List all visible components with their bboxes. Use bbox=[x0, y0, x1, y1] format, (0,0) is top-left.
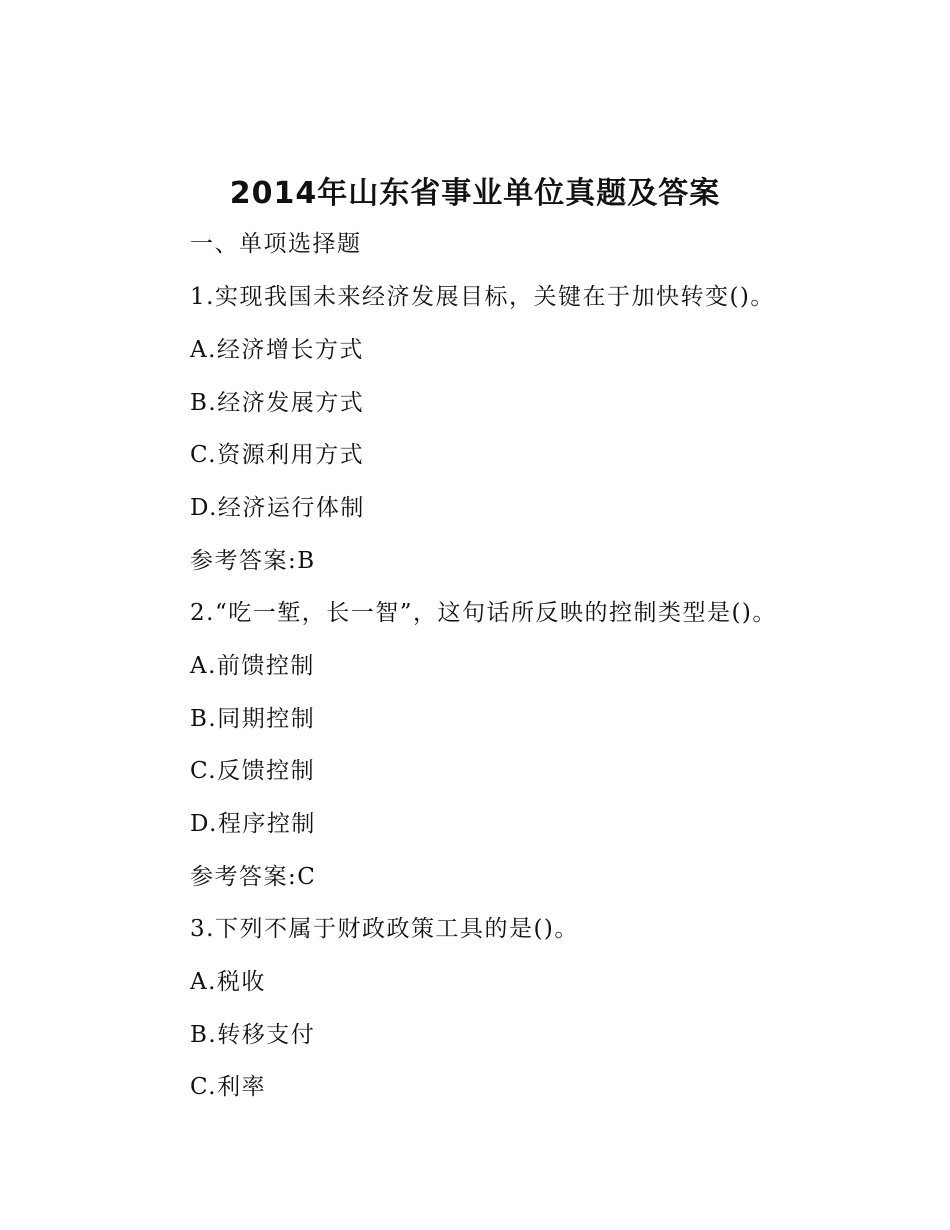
section-heading: 一、单项选择题 bbox=[190, 231, 362, 257]
question-2-option-d: D.程序控制 bbox=[190, 811, 316, 837]
question-1-option-d: D.经济运行体制 bbox=[190, 495, 365, 521]
question-1-option-c: C.资源利用方式 bbox=[190, 442, 365, 468]
question-3: 3.下列不属于财政政策工具的是()。 bbox=[190, 916, 579, 942]
question-3-option-a: A.税收 bbox=[190, 969, 266, 995]
question-2-answer: 参考答案:C bbox=[190, 864, 317, 890]
question-1-answer: 参考答案:B bbox=[190, 548, 316, 574]
question-1-option-b: B.经济发展方式 bbox=[190, 390, 365, 416]
page-title: 2014年山东省事业单位真题及答案 bbox=[229, 176, 721, 211]
question-2-option-b: B.同期控制 bbox=[190, 706, 316, 732]
question-3-option-c: C.利率 bbox=[190, 1074, 267, 1100]
question-3-option-b: B.转移支付 bbox=[190, 1022, 316, 1048]
question-1-option-a: A.经济增长方式 bbox=[190, 337, 364, 363]
question-2: 2.“吃一堑，长一智”，这句话所反映的控制类型是()。 bbox=[190, 600, 777, 626]
question-1: 1.实现我国未来经济发展目标，关键在于加快转变()。 bbox=[190, 284, 775, 310]
question-2-option-a: A.前馈控制 bbox=[190, 653, 315, 679]
question-2-option-c: C.反馈控制 bbox=[190, 758, 316, 784]
